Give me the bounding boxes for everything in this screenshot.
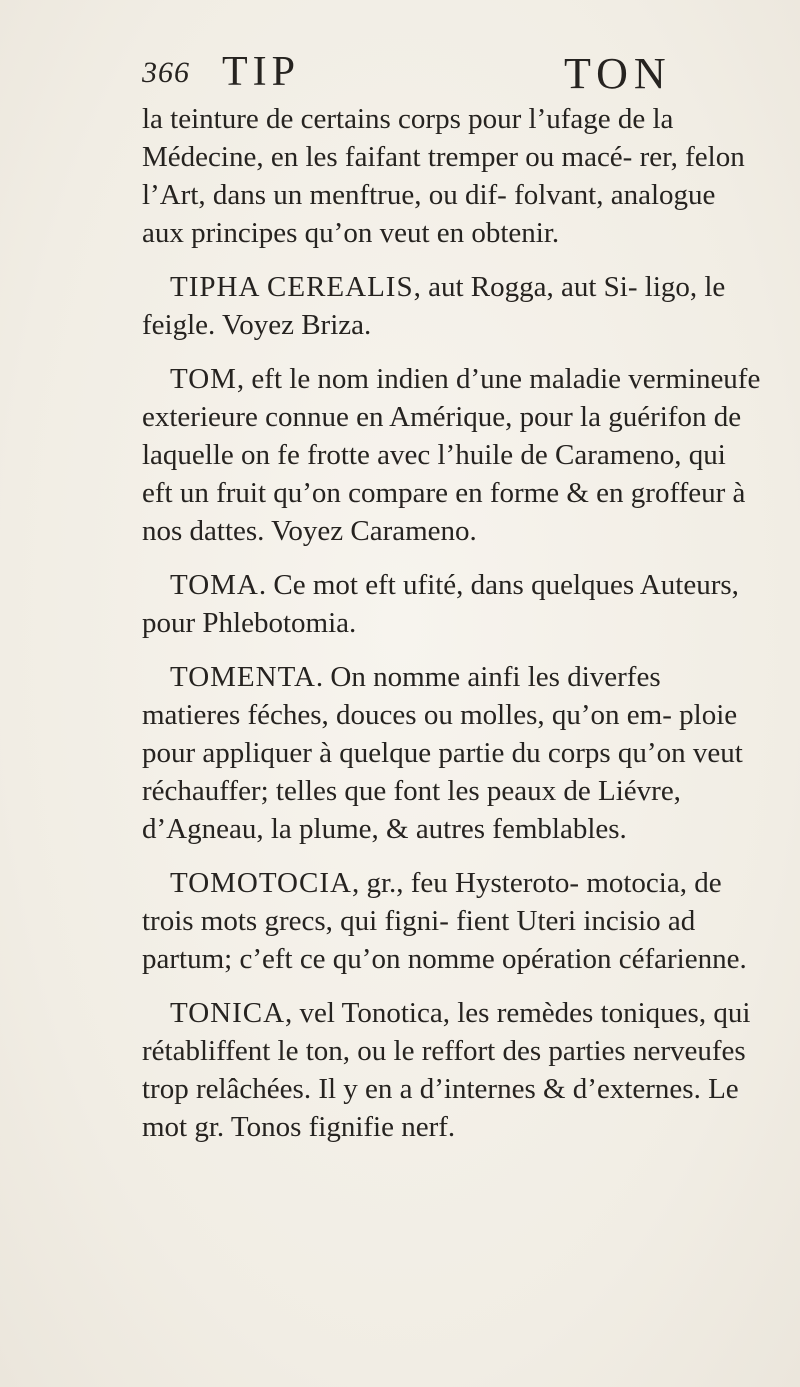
entry-tomenta: [142, 658, 762, 848]
entry-lemma: TIPHA CEREALIS: [170, 271, 414, 303]
entry-toma: [142, 566, 762, 642]
page-number: 366: [142, 56, 190, 89]
entry-tomotocia: [142, 864, 762, 978]
entry-text: , vel Tonotica, les remèdes toniques, qui rétabliffent le ton, ou le reffort des parties nerveufes trop relâchées. Il y en a d’internes & d’externes. Le mot gr. Tonos fignifie nerf.: [142, 997, 751, 1143]
entry-text: , aut Rogga, aut Si- ligo, le feigle. Voyez Briza.: [142, 271, 726, 341]
entry-lemma: TOM: [170, 363, 237, 395]
entry-text: . Ce mot eft ufité, dans quelques Auteurs, pour Phlebotomia.: [142, 569, 739, 639]
running-head-left: TIP: [222, 49, 300, 95]
running-head-right: TON: [564, 49, 672, 98]
entry-text: , gr., feu Hysteroto- motocia, de trois mots grecs, qui figni- fient Uteri incisio ad partum; c’eft ce qu’on nomme opération céfarienne.: [142, 867, 747, 975]
entry-continuation: [142, 100, 762, 252]
dictionary-text: [142, 100, 762, 1146]
entry-tom: [142, 360, 762, 550]
entry-lemma: TONICA: [170, 997, 286, 1029]
entry-text: la teinture de certains corps pour l’ufage de la Médecine, en les faifant tremper ou macé- rer, felon l’Art, dans un menftrue, ou dif- folvant, analogue aux principes qu’on veut en obtenir.: [142, 103, 745, 249]
entry-lemma: TOMENTA: [170, 661, 316, 693]
entry-tonica: [142, 994, 762, 1146]
entry-tipha-cerealis: [142, 268, 762, 344]
entry-lemma: TOMOTOCIA: [170, 867, 352, 899]
running-header: [142, 48, 672, 98]
entry-lemma: TOMA: [170, 569, 259, 601]
entry-text: , eft le nom indien d’une maladie vermineufe exterieure connue en Amérique, pour la guérifon de laquelle on fe frotte avec l’huile de Carameno, qui eft un fruit qu’on compare en forme & en groffeur à nos dattes. Voyez Carameno.: [142, 363, 761, 547]
entry-text: . On nomme ainfi les diverfes matieres féches, douces ou molles, qu’on em- ploie pour appliquer à quelque partie du corps qu’on veut réchauffer; telles que font les peaux de Liévre, d’Agneau, la plume, & autres femblables.: [142, 661, 743, 845]
